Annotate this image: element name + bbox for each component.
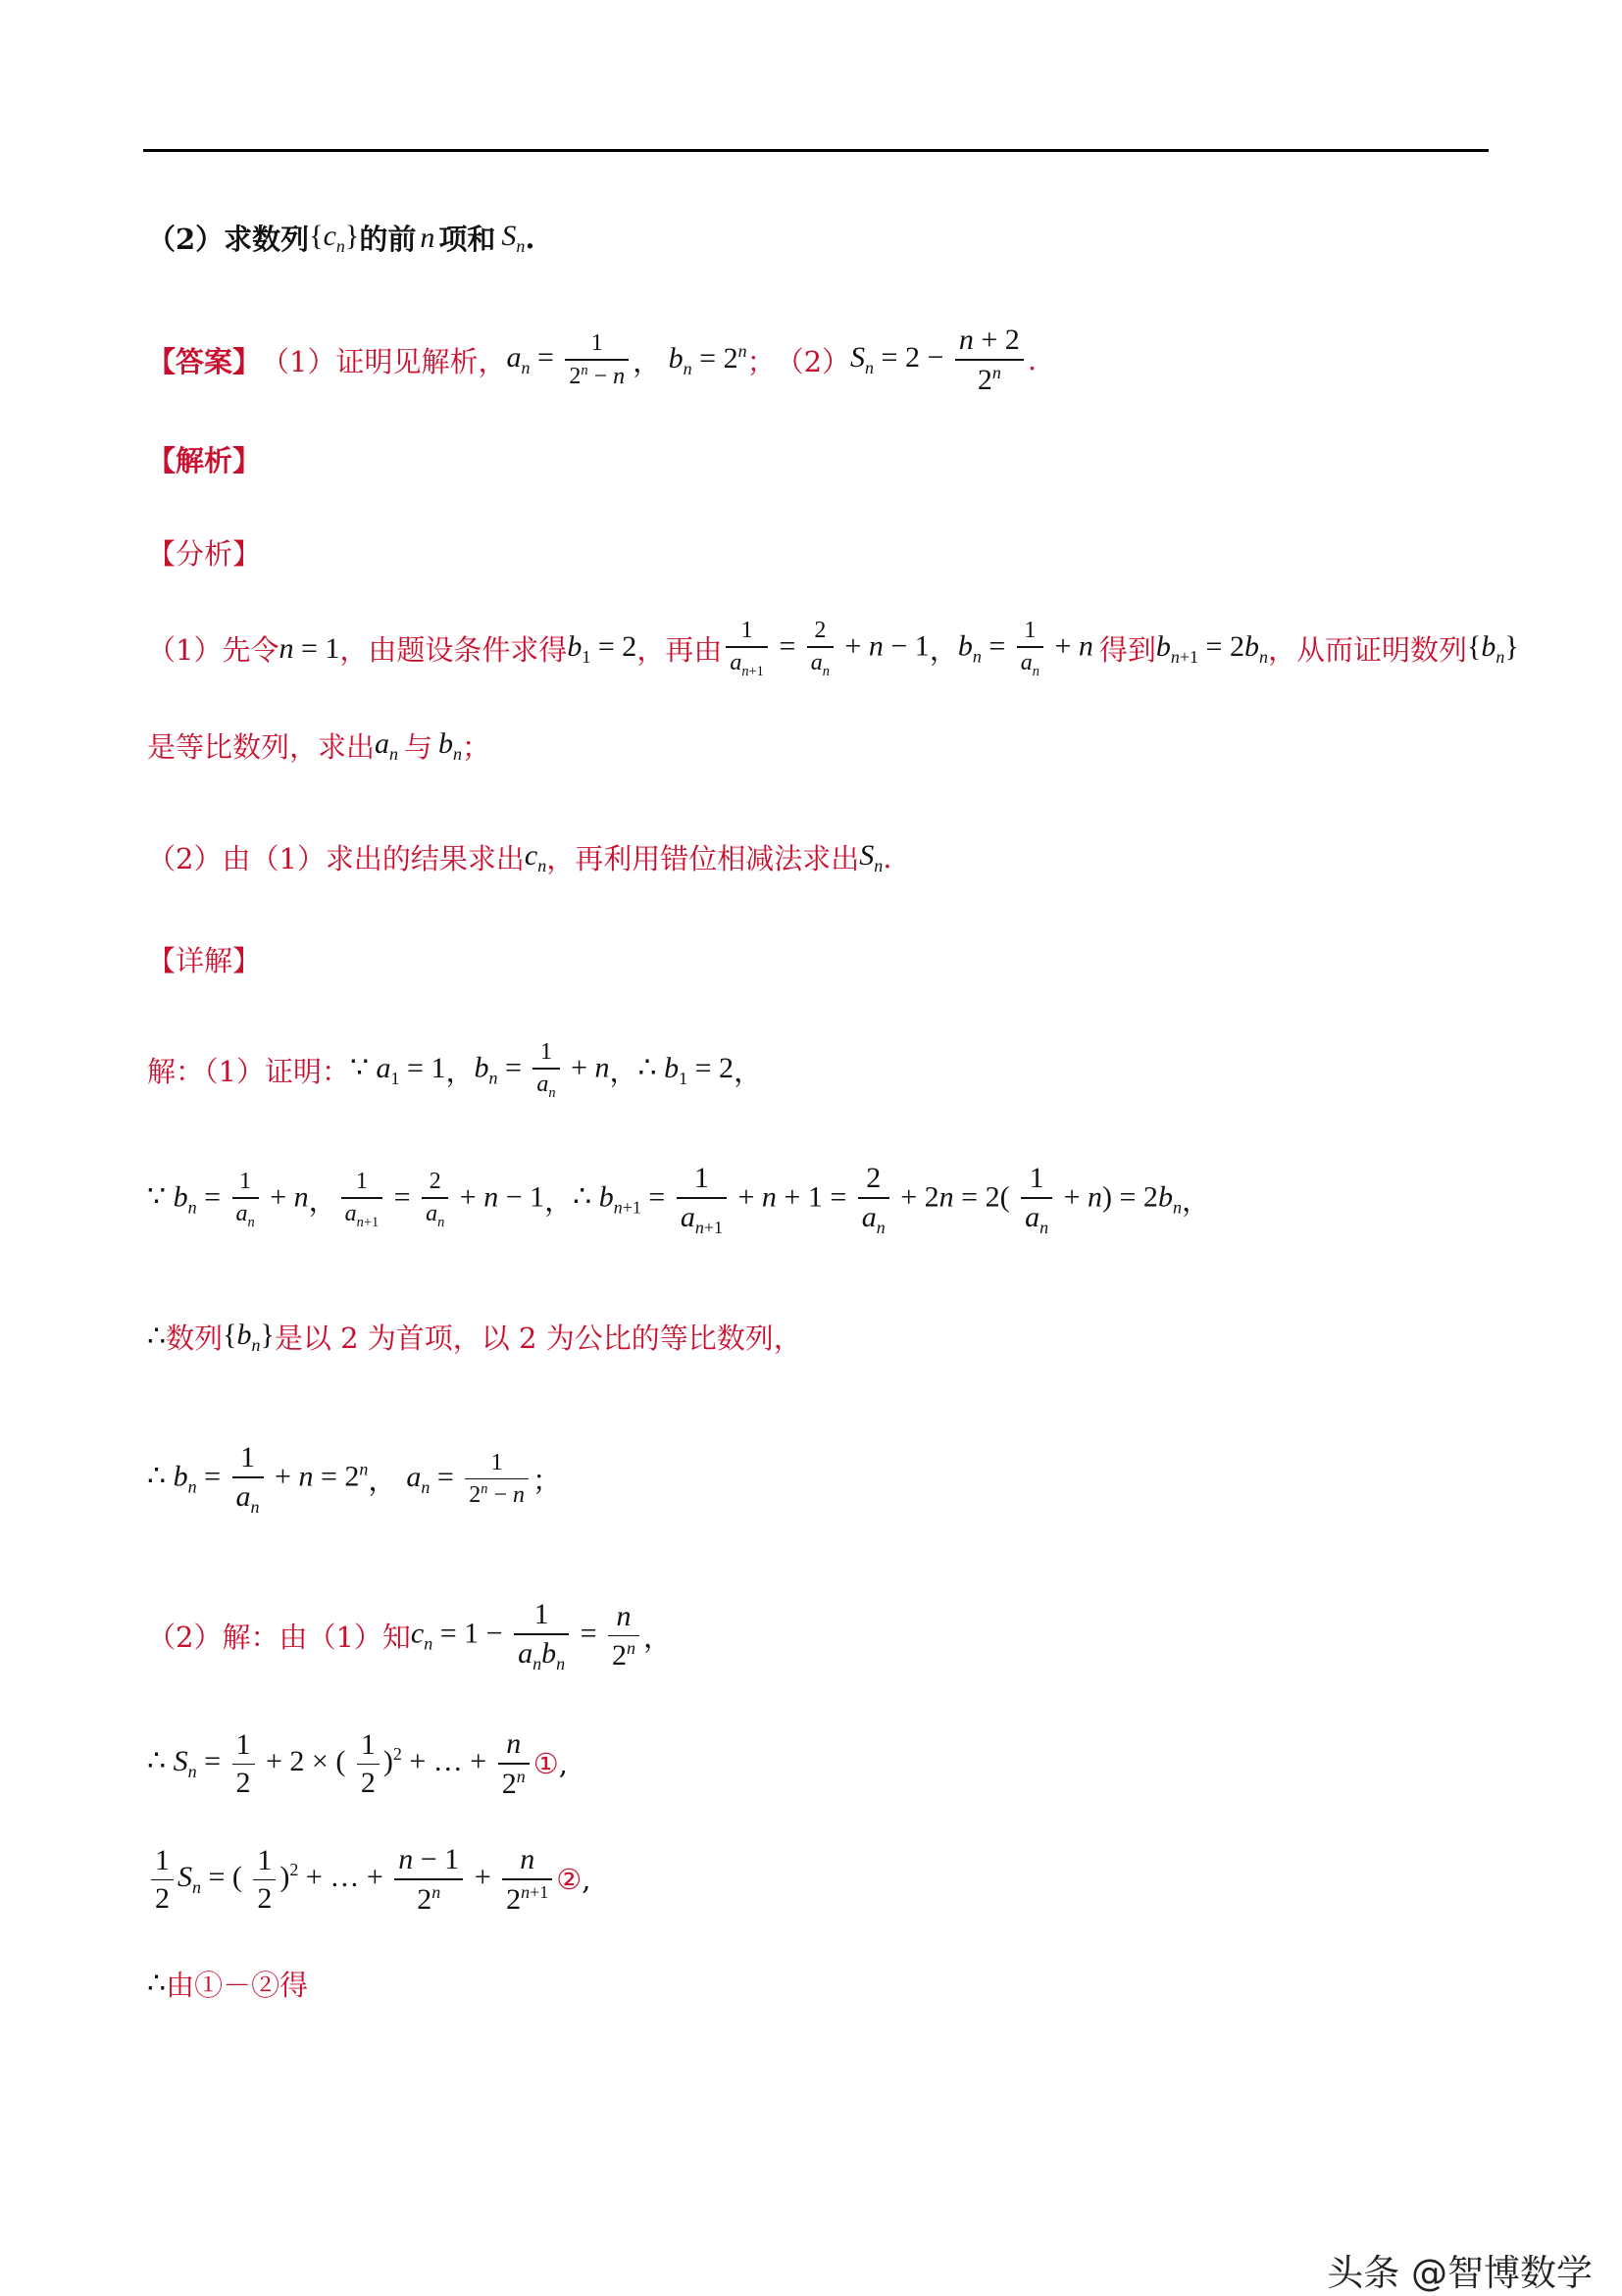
recurrence-formula: $\frac{1}{a_{n+1}}$ = $\frac{2}{a_n}$ + n − 1 xyxy=(722,618,929,679)
section-xiangjie: 【详解】 xyxy=(147,944,262,977)
s-n: $S_n$ xyxy=(501,219,526,256)
analysis-line-2: 是等比数列，求出 $a_n$ 与 $b_n$ ； xyxy=(147,726,491,764)
section-jiexi: 【解析】 xyxy=(147,444,262,477)
solution-line-6: ∴ $S_n$ = $\frac{1}{2}$ + 2 × ( $\frac{1}{2}$ )$^2$ + … + $\frac{n}{2^n}$ ① , xyxy=(147,1727,568,1800)
bn-definition: $b_n$ = $\frac{1}{a_n}$ + n xyxy=(957,618,1093,679)
question-2: （2）求数列 $\{c_n\}$ 的前 n 项和 $S_n$ . xyxy=(147,219,535,256)
solution-line-4: ∴ $b_n$ = $\frac{1}{a_n}$ + $n = 2^n$ ， $a_n$ = $\frac{1}{2^n - n}$ ； xyxy=(147,1441,562,1517)
answer-line: 【答案】 （1）证明见解析， $a_n$ = $\frac{1}{2^n - n}$ ， $b_n = 2^n$ ； （2） $S_n = 2$ − $\frac{n + 2}{2^n}$ . xyxy=(147,324,1038,396)
solution-line-3: ∴ 数列 $\{b_n\}$ 是以 2 为首项，以 2 为公比的等比数列， xyxy=(147,1318,802,1355)
set-c: $\{c_n\}$ xyxy=(309,219,360,256)
solution-line-2: ∵ $b_n$ = $\frac{1}{a_n}$ + n ， $\frac{1}{a_{n+1}}$ = $\frac{2}{a_n}$ + n − 1 ， ∴ $b_{n+1}$ = $\frac{1}{a_{n+1}}$ + n + 1 = $\frac{2}{a_n}$ + 2n = 2( $\frac{1}{a_n}$ + $n) = 2b_n$ ， xyxy=(147,1162,1210,1237)
formula-s-n: $S_n = 2$ − $\frac{n + 2}{2^n}$ xyxy=(850,324,1028,397)
analysis-line-1: （1）先令 n = 1 ，由题设条件求得 $b_1 = 2$ ，再由 $\frac{1}{a_{n+1}}$ = $\frac{2}{a_n}$ + n − 1 ， $b_n$ = $\frac{1}{a_n}$ + n 得到 $b_{n+1} = 2b_n$ ，从而证明数列 $\{b_n\}$ xyxy=(147,618,1519,679)
solution-line-5: （2）解：由（1）知 $c_n = 1$ − $\frac{1}{a_nb_n}$ = $\frac{n}{2^n}$ ， xyxy=(147,1598,673,1673)
analysis-line-3: （2）由（1）求出的结果求出 $c_n$ ，再利用错位相减法求出 $S_n$ . xyxy=(147,838,892,875)
solution-line-8: ∴ 由①－②得 xyxy=(147,1968,309,2002)
formula-b-n: $b_n = 2^n$ xyxy=(668,340,747,378)
solution-line-7: $\frac{1}{2}$ $S_n$ = ( $\frac{1}{2}$ )$^2$ + … + $\frac{n - 1}{2^n}$ + $\frac{n}{2^{n+1}}$ ② , xyxy=(147,1843,590,1917)
header-rule xyxy=(143,149,1489,152)
footer-brand: 头条 @智博数学 xyxy=(1327,2252,1593,2294)
solution-line-1: 解：（1）证明： ∵ $a_1 = 1$ ， $b_n$ = $\frac{1}{a_n}$ + n ， ∴ $b_1 = 2$ ， xyxy=(147,1039,763,1101)
section-fenxi: 【分析】 xyxy=(147,537,262,571)
formula-a-n: $a_n$ = $\frac{1}{2^n - n}$ xyxy=(506,330,633,390)
